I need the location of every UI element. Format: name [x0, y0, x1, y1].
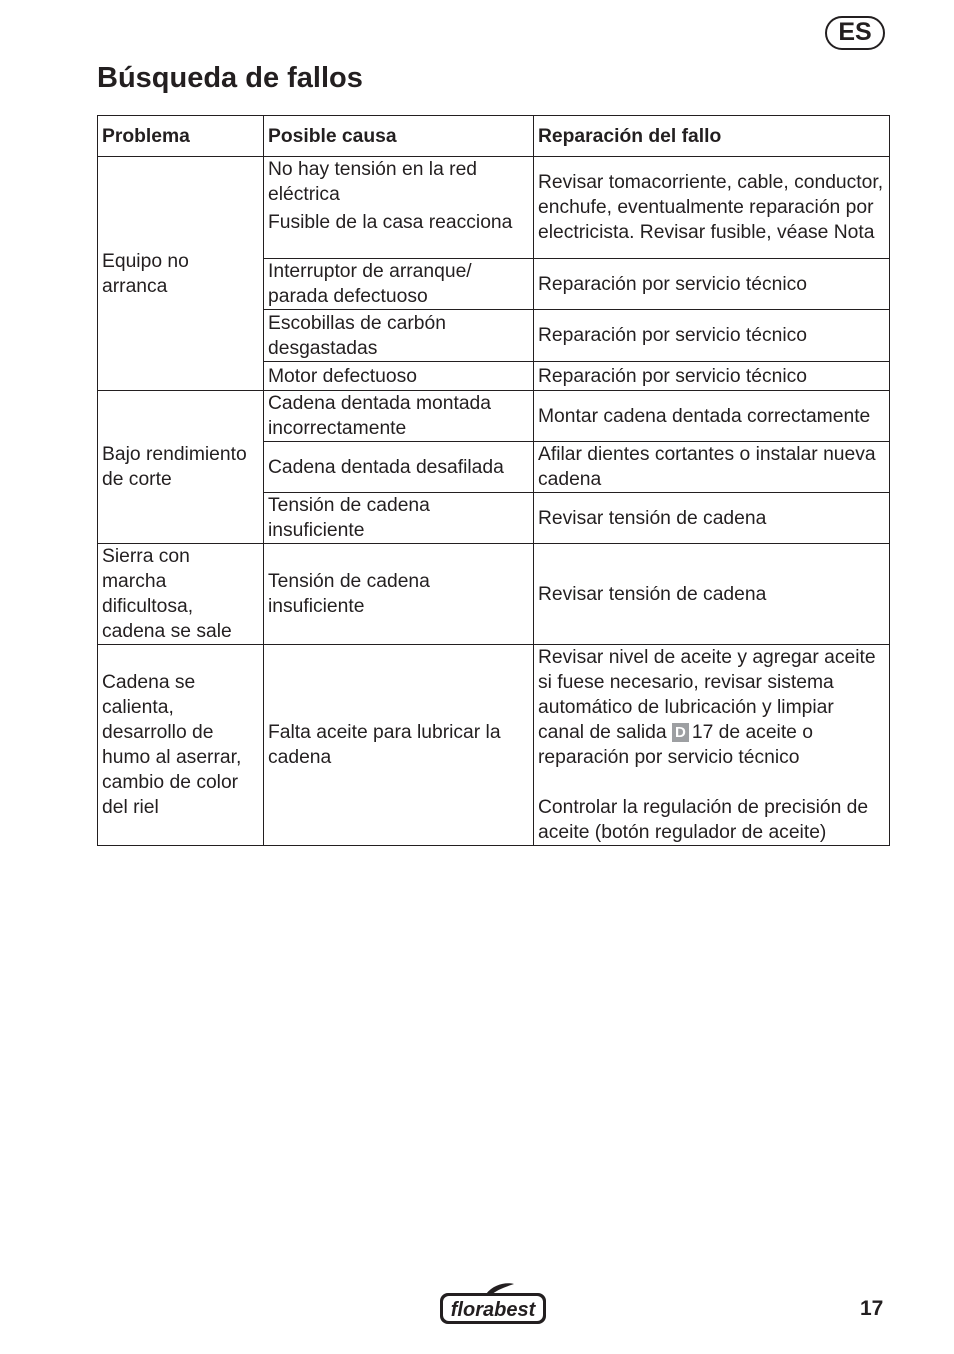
remedy-cell: Reparación por servicio técnico: [534, 310, 890, 362]
header-cause: Posible causa: [264, 116, 534, 157]
remedy-text: 17 de aceite o reparación por servicio técnico: [538, 722, 813, 768]
problem-cell: Equipo no arranca: [98, 157, 264, 391]
cause-cell: Falta aceite para lubricar la cadena: [264, 645, 534, 846]
remedy-cell: [534, 645, 890, 846]
remedy-cell: Revisar tensión de cadena: [534, 493, 890, 544]
cause-cell: Tensión de cadena insuficiente: [264, 493, 534, 544]
header-problem: Problema: [98, 116, 264, 157]
remedy-cell: Afilar dientes cortantes o instalar nueva cadena: [534, 442, 890, 493]
table-header-row: [98, 116, 890, 157]
cause-cell: Cadena dentada montada incorrectamente: [264, 391, 534, 442]
language-badge: ES: [825, 16, 885, 50]
cause-line: Fusible de la casa reacciona: [268, 212, 513, 233]
problem-cell: Cadena se calienta, desarrollo de humo al aserrar, cambio de color del riel: [98, 645, 264, 846]
cause-cell: Cadena dentada desafilada: [264, 442, 534, 493]
cause-cell: Interruptor de arranque/ parada defectuoso: [264, 259, 534, 310]
problem-cell: Sierra con marcha dificultosa, cadena se sale: [98, 544, 264, 645]
remedy-cell: Revisar tensión de cadena: [534, 544, 890, 645]
table-row: [98, 544, 890, 645]
table-row: [98, 645, 890, 846]
remedy-cell: Reparación por servicio técnico: [534, 259, 890, 310]
page-title: Búsqueda de fallos: [97, 62, 363, 94]
cause-cell: Escobillas de carbón desgastadas: [264, 310, 534, 362]
florabest-logo: [438, 1281, 548, 1326]
cause-cell: Motor defectuoso: [264, 362, 534, 391]
remedy-cell: Reparación por servicio técnico: [534, 362, 890, 391]
problem-cell: Bajo rendimiento de corte: [98, 391, 264, 544]
cause-line: No hay tensión en la red eléctrica: [268, 159, 478, 205]
figure-reference-marker: D: [672, 723, 689, 742]
page-number: 17: [860, 1297, 884, 1320]
remedy-text: Controlar la regulación de precisión de aceite (botón regulador de aceite): [538, 797, 869, 843]
cause-cell: Tensión de cadena insuficiente: [264, 544, 534, 645]
cause-cell: [264, 157, 534, 259]
table-row: [98, 157, 890, 259]
remedy-text: Revisar nivel de aceite y agregar aceite si fuese necesario, revisar sistema automático de lubricación y limpiar canal de salida: [538, 647, 876, 743]
logo-wordmark: florabest: [450, 1299, 536, 1321]
remedy-cell: Revisar tomacorriente, cable, conductor, enchufe, eventualmente reparación por electricista. Revisar fusible, véase Nota: [534, 157, 890, 259]
troubleshooting-table: [97, 115, 890, 846]
table-row: [98, 391, 890, 442]
remedy-cell: Montar cadena dentada correctamente: [534, 391, 890, 442]
header-remedy: Reparación del fallo: [534, 116, 890, 157]
